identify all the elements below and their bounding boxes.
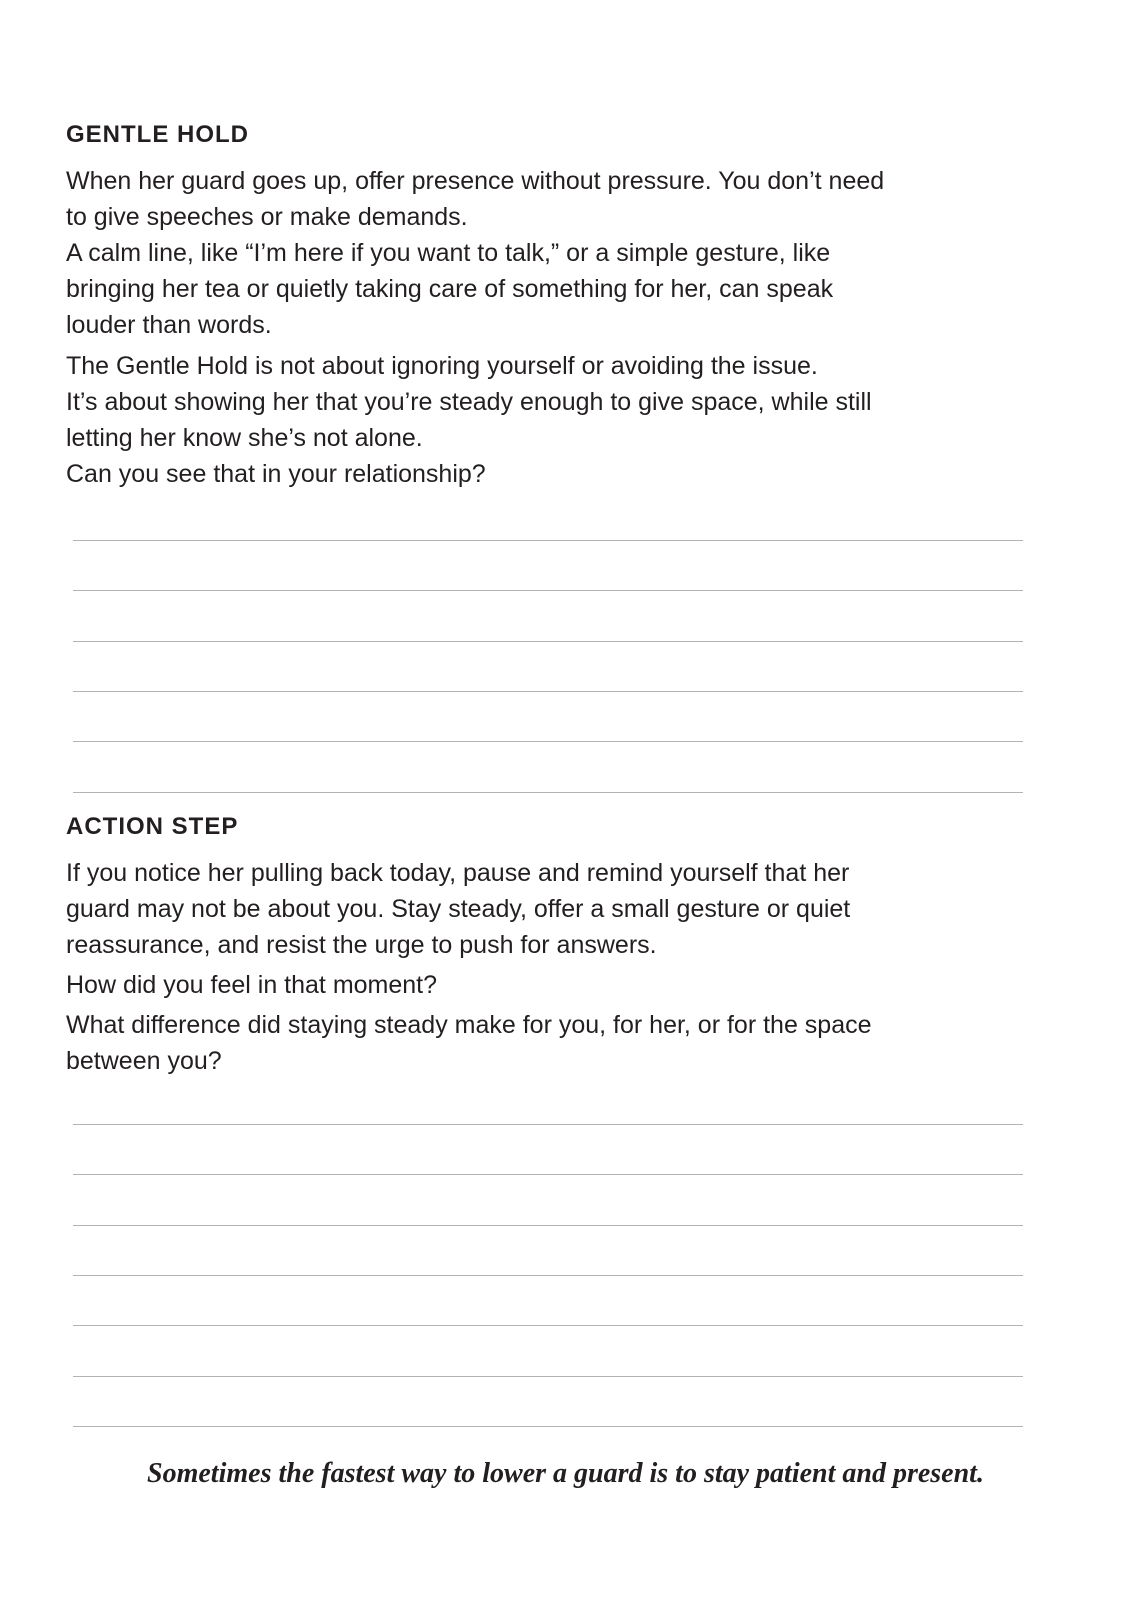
gentle-hold-p1-line: louder than words. (66, 311, 272, 339)
gentle-hold-p1-line: When her guard goes up, offer presence without pressure. You don’t need (66, 167, 885, 195)
action-step-question-2-line: between you? (66, 1047, 222, 1075)
gentle-hold-p1-line: bringing her tea or quietly taking care of something for her, can speak (66, 275, 834, 303)
closing-quote: Sometimes the fastest way to lower a guard is to stay patient and present. (147, 1458, 984, 1489)
gentle-hold-p2-line: letting her know she’s not alone. (66, 424, 423, 452)
writing-line[interactable] (73, 1376, 1023, 1377)
gentle-hold-p2-line: It’s about showing her that you’re steady enough to give space, while still (66, 388, 872, 416)
writing-line[interactable] (73, 1275, 1023, 1276)
writing-line[interactable] (73, 741, 1023, 742)
writing-line[interactable] (73, 1325, 1023, 1326)
gentle-hold-p1-line: to give speeches or make demands. (66, 203, 468, 231)
writing-line[interactable] (73, 691, 1023, 692)
writing-line[interactable] (73, 540, 1023, 541)
section-heading-action-step: ACTION STEP (66, 813, 239, 840)
action-step-body (66, 855, 1066, 1079)
action-step-question-2-line: What difference did staying steady make for you, for her, or for the space (66, 1011, 872, 1039)
writing-line[interactable] (73, 641, 1023, 642)
gentle-hold-body (66, 163, 1066, 492)
gentle-hold-p2-line: Can you see that in your relationship? (66, 460, 486, 488)
gentle-hold-p1-line: A calm line, like “I’m here if you want to talk,” or a simple gesture, like (66, 239, 831, 267)
action-step-question-1: How did you feel in that moment? (66, 971, 438, 999)
writing-line[interactable] (73, 1225, 1023, 1226)
writing-line[interactable] (73, 1124, 1023, 1125)
action-step-p1-line: reassurance, and resist the urge to push for answers. (66, 931, 657, 959)
section-heading-gentle-hold: GENTLE HOLD (66, 121, 249, 148)
action-step-p1-line: guard may not be about you. Stay steady, offer a small gesture or quiet (66, 895, 851, 923)
writing-line[interactable] (73, 1174, 1023, 1175)
gentle-hold-p2-line: The Gentle Hold is not about ignoring yourself or avoiding the issue. (66, 352, 818, 380)
action-step-p1-line: If you notice her pulling back today, pause and remind yourself that her (66, 859, 850, 887)
writing-line[interactable] (73, 590, 1023, 591)
writing-line[interactable] (73, 792, 1023, 793)
writing-line[interactable] (73, 1426, 1023, 1427)
